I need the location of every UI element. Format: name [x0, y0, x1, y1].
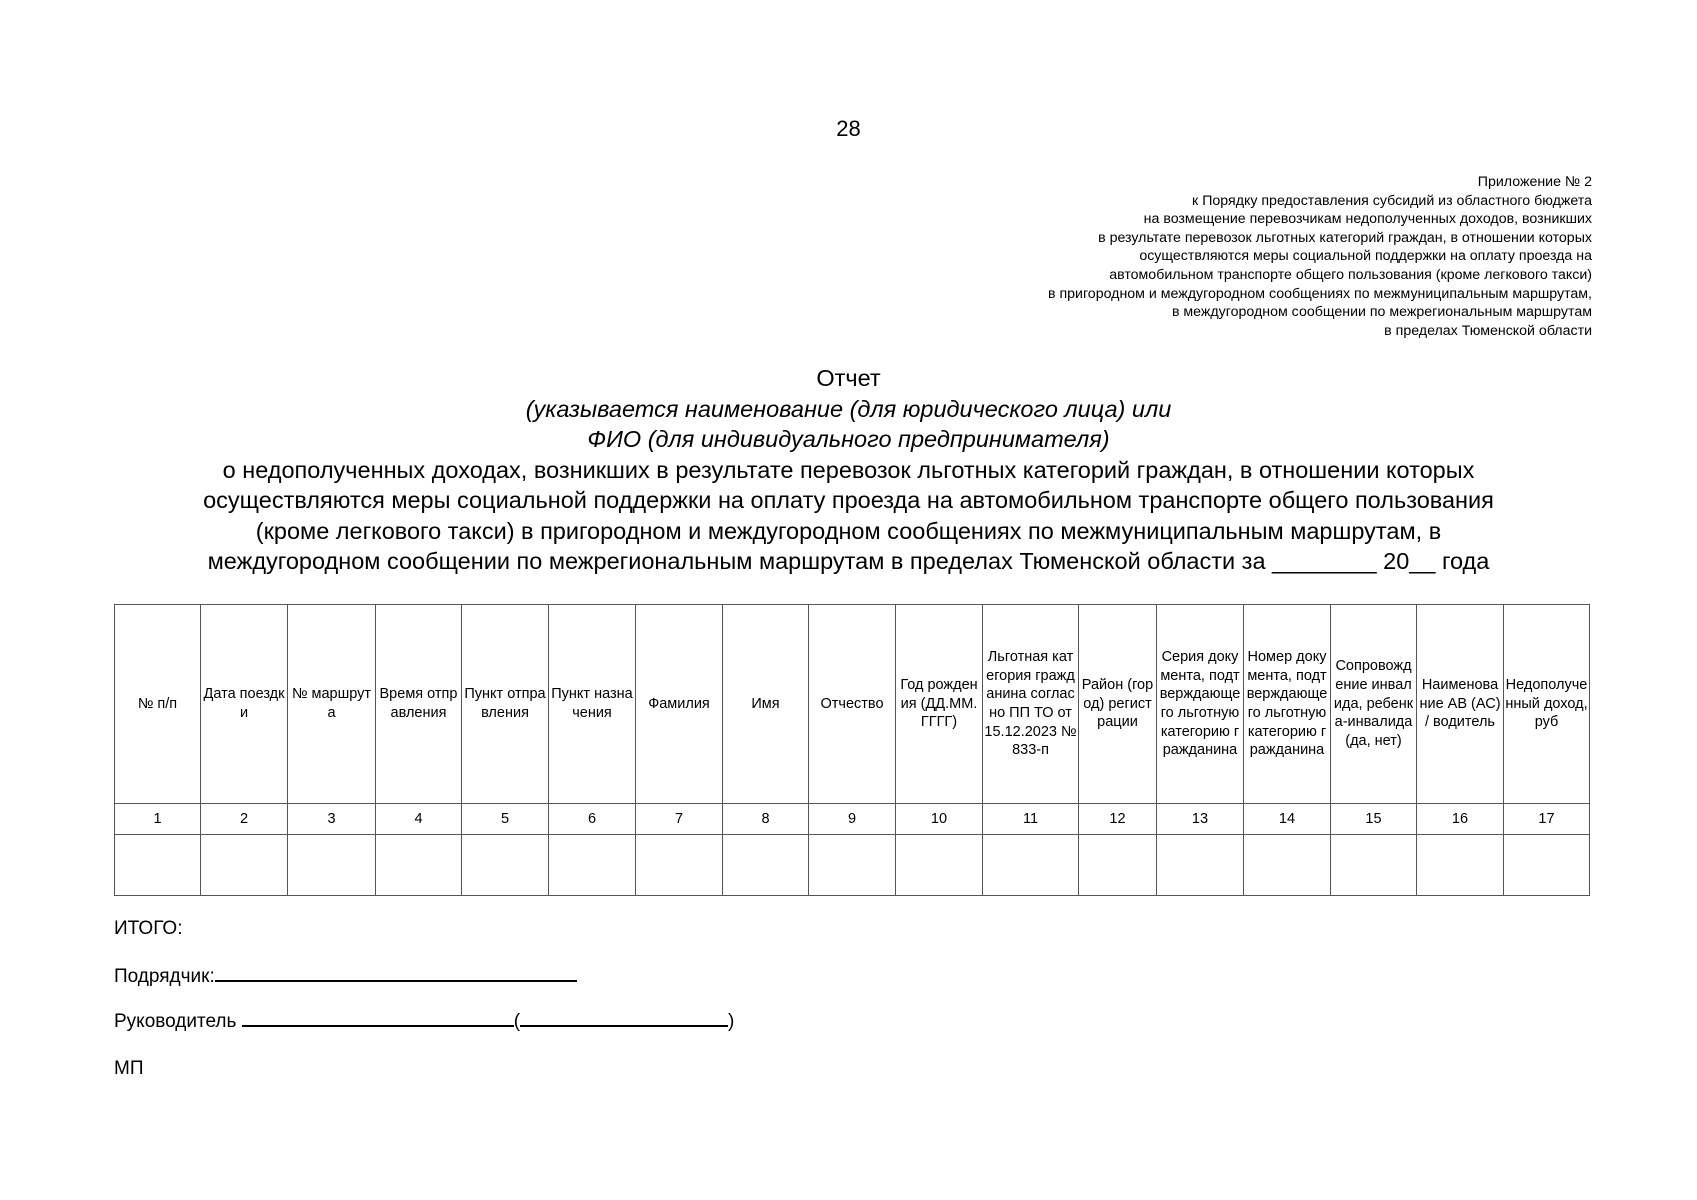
- table-cell[interactable]: [288, 835, 376, 896]
- column-number: 17: [1504, 804, 1590, 835]
- column-header: Отчество: [809, 605, 896, 804]
- column-number: 16: [1417, 804, 1504, 835]
- table-cell[interactable]: [376, 835, 462, 896]
- column-header: Фамилия: [636, 605, 723, 804]
- total-label: ИТОГО:: [114, 918, 183, 939]
- table-cell[interactable]: [549, 835, 636, 896]
- column-number: 5: [462, 804, 549, 835]
- contractor-label: Подрядчик:: [114, 966, 215, 987]
- page-number: 28: [836, 116, 861, 141]
- column-number: 7: [636, 804, 723, 835]
- report-table: [114, 604, 1590, 896]
- contractor-signature-field[interactable]: [215, 979, 577, 982]
- table-cell[interactable]: [1157, 835, 1244, 896]
- column-number-row: [115, 804, 1590, 835]
- column-number: 14: [1244, 804, 1331, 835]
- appendix-line: в пригородном и междугородном сообщениях по межмуниципальным маршрутам,: [1047, 285, 1592, 302]
- column-number: 10: [896, 804, 983, 835]
- table-header-row: [115, 605, 1590, 804]
- appendix-line: в междугородном сообщении по межрегиональным маршрутам: [1171, 304, 1592, 321]
- table-cell[interactable]: [1079, 835, 1157, 896]
- column-number: 12: [1079, 804, 1157, 835]
- table-cell[interactable]: [896, 835, 983, 896]
- column-header: Номер документа, подтверждающего льготную категорию гражданина: [1244, 605, 1331, 804]
- column-number: 4: [376, 804, 462, 835]
- table-cell[interactable]: [1331, 835, 1417, 896]
- column-number: 1: [115, 804, 201, 835]
- table-cell[interactable]: [462, 835, 549, 896]
- column-header: Наименование АВ (АС) / водитель: [1417, 605, 1504, 804]
- report-description-line: (кроме легкового такси) в пригородном и междугородном сообщениях по межмуниципальным маршрутам, в: [255, 517, 1442, 544]
- column-number: 15: [1331, 804, 1417, 835]
- column-header: Пункт отправления: [462, 605, 549, 804]
- appendix-line: осуществляются меры социальной поддержки на оплату проезда на: [1139, 248, 1592, 265]
- column-header: № маршрута: [288, 605, 376, 804]
- column-number: 8: [723, 804, 809, 835]
- column-header: Район (город) регистрации: [1079, 605, 1157, 804]
- table-cell[interactable]: [723, 835, 809, 896]
- column-number: 2: [201, 804, 288, 835]
- table-cell[interactable]: [201, 835, 288, 896]
- report-description-line: осуществляются меры социальной поддержки на оплату проезда на автомобильном транспорте общего пользования: [203, 487, 1494, 513]
- head-name-field[interactable]: [520, 1024, 728, 1027]
- appendix-line: на возмещение перевозчикам недополученных доходов, возникших: [1143, 211, 1592, 228]
- table-cell[interactable]: [983, 835, 1079, 896]
- head-label: Руководитель: [114, 1011, 237, 1032]
- column-number: 6: [549, 804, 636, 835]
- column-header: Время отправления: [376, 605, 462, 804]
- column-header: Год рождения (ДД.ММ.ГГГГ): [896, 605, 983, 804]
- table-row: [115, 835, 1590, 896]
- table-cell[interactable]: [809, 835, 896, 896]
- report-title: Отчет: [816, 365, 881, 391]
- appendix-line: к Порядку предоставления субсидий из областного бюджета: [1192, 192, 1592, 209]
- report-subtitle-line: (указывается наименование (для юридического лица) или: [525, 395, 1172, 422]
- report-subtitle-line: ФИО (для индивидуального предпринимателя): [587, 426, 1110, 452]
- head-open-paren: (: [513, 1011, 521, 1032]
- head-line: [114, 1011, 734, 1033]
- table-cell[interactable]: [115, 835, 201, 896]
- table-cell[interactable]: [636, 835, 723, 896]
- appendix-line: в результате перевозок льготных категорий граждан, в отношении которых: [1098, 229, 1592, 246]
- table-cell[interactable]: [1504, 835, 1590, 896]
- contractor-line: [114, 966, 577, 988]
- head-close-paren: ): [728, 1011, 735, 1032]
- head-signature-field[interactable]: [242, 1024, 514, 1027]
- column-number: 3: [288, 804, 376, 835]
- table-cell[interactable]: [1417, 835, 1504, 896]
- column-header: Льготная категория гражданина согласно ПП ТО от 15.12.2023 № 833-п: [983, 605, 1079, 804]
- report-description-line: междугородном сообщении по межрегиональным маршрутам в пределах Тюменской области за ________ 20__ года: [207, 548, 1490, 574]
- column-header: № п/п: [115, 605, 201, 804]
- appendix-line: автомобильном транспорте общего пользования (кроме легкового такси): [1109, 266, 1592, 283]
- column-header: Сопровождение инвалида, ребенка-инвалида (да, нет): [1331, 605, 1417, 804]
- column-header: Серия документа, подтверждающего льготную категорию гражданина: [1157, 605, 1244, 804]
- column-header: Недополученный доход, руб: [1504, 605, 1590, 804]
- appendix-note: [1048, 173, 1592, 340]
- appendix-line: в пределах Тюменской области: [1384, 322, 1592, 339]
- column-number: 9: [809, 804, 896, 835]
- column-number: 11: [983, 804, 1079, 835]
- report-description-line: о недополученных доходах, возникших в результате перевозок льготных категорий граждан, в отношении которых: [222, 456, 1475, 483]
- column-number: 13: [1157, 804, 1244, 835]
- report-header: [0, 363, 1697, 577]
- appendix-line: Приложение № 2: [1477, 174, 1592, 190]
- column-header: Дата поездки: [201, 605, 288, 804]
- column-header: Имя: [723, 605, 809, 804]
- seal-label: МП: [114, 1058, 144, 1079]
- table-cell[interactable]: [1244, 835, 1331, 896]
- column-header: Пункт назначения: [549, 605, 636, 804]
